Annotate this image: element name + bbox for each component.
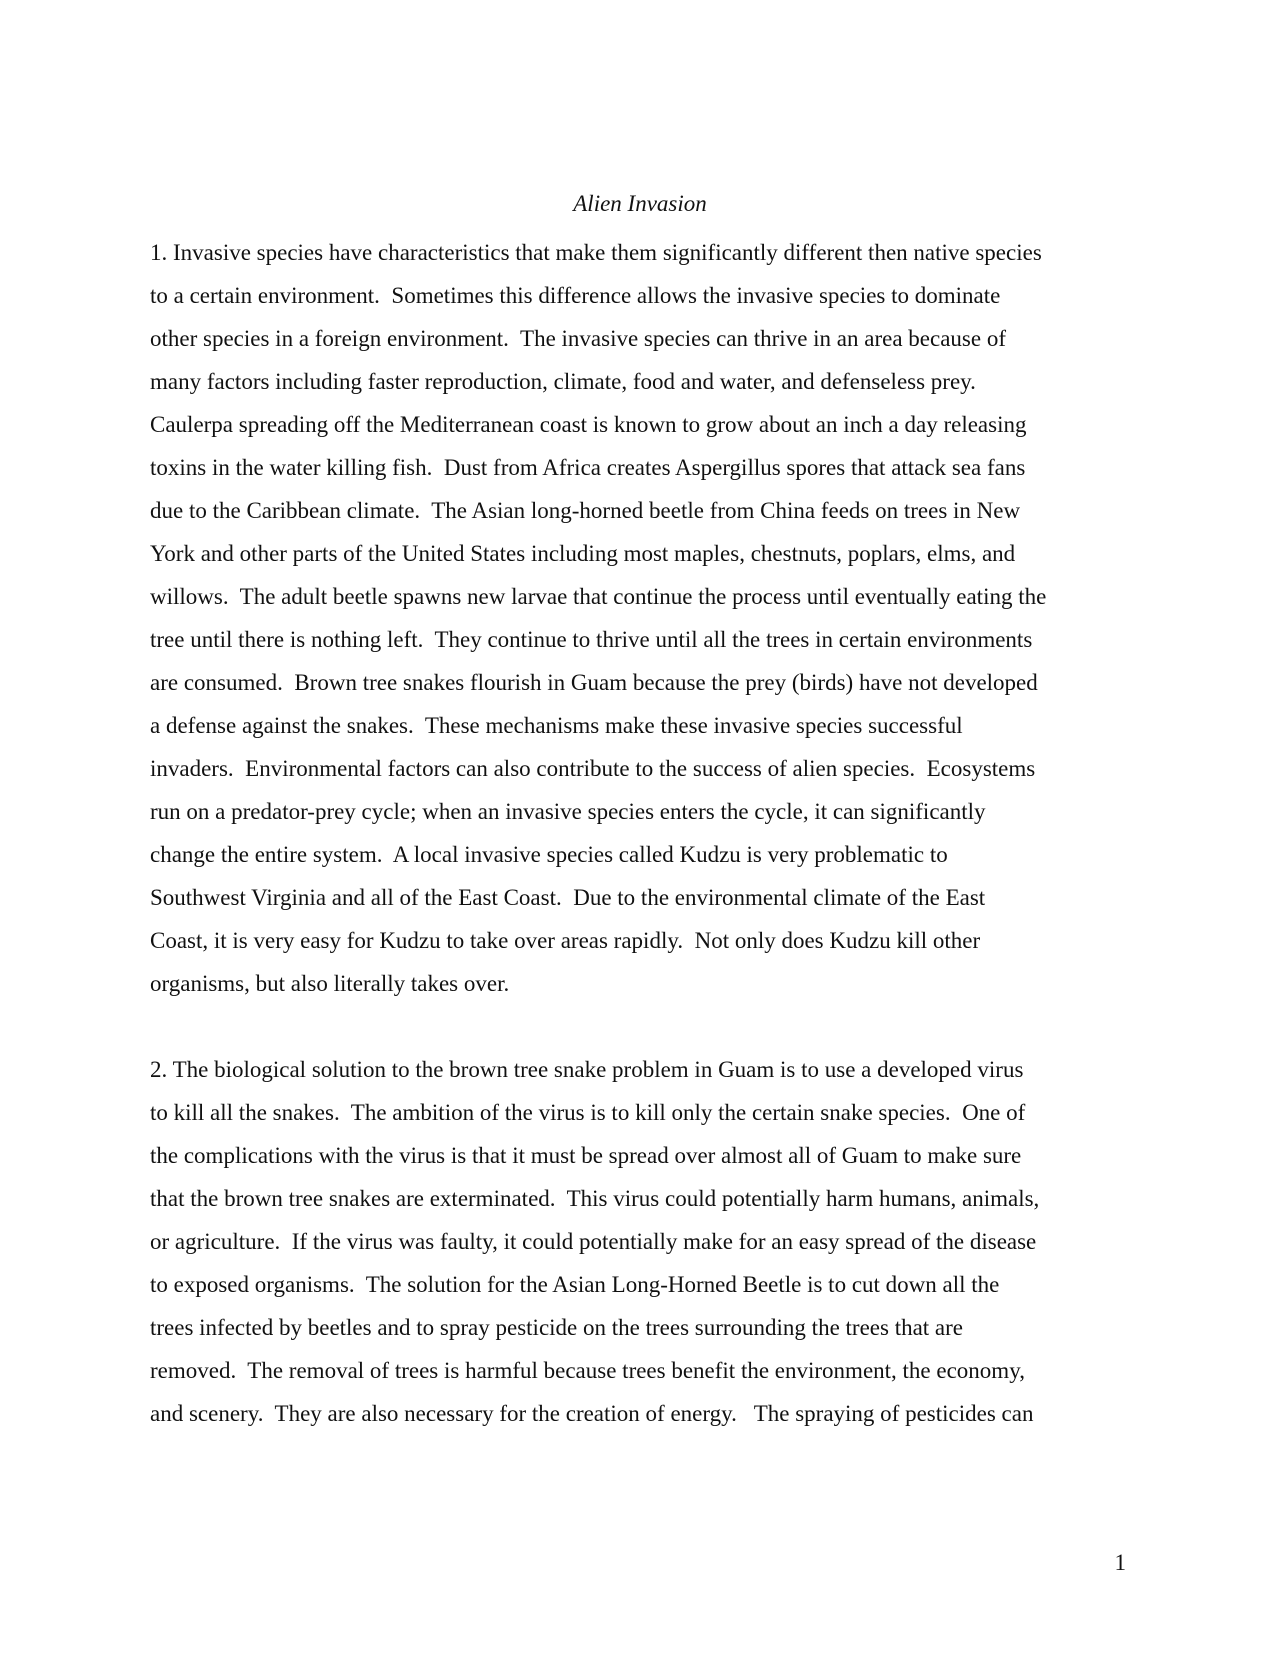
text-line: run on a predator-prey cycle; when an invasive species enters the cycle, it can significantly	[150, 799, 986, 824]
text-line: to exposed organisms. The solution for the Asian Long-Horned Beetle is to cut down all the	[150, 1272, 1000, 1297]
paragraph-1	[150, 231, 1150, 1005]
text-line: toxins in the water killing fish. Dust from Africa creates Aspergillus spores that attack sea fans	[150, 455, 1026, 480]
document-title: Alien Invasion	[573, 191, 707, 216]
text-line: the complications with the virus is that it must be spread over almost all of Guam to make sure	[150, 1143, 1022, 1168]
text-line: tree until there is nothing left. They continue to thrive until all the trees in certain environments	[150, 627, 1033, 652]
text-line: York and other parts of the United States including most maples, chestnuts, poplars, elms, and	[150, 541, 1016, 566]
text-line: due to the Caribbean climate. The Asian long-horned beetle from China feeds on trees in New	[150, 498, 1021, 523]
page-number: 1	[1114, 1550, 1126, 1575]
text-line: many factors including faster reproduction, climate, food and water, and defenseless prey.	[150, 369, 976, 394]
text-line: change the entire system. A local invasive species called Kudzu is very problematic to	[150, 842, 948, 867]
text-line: to a certain environment. Sometimes this difference allows the invasive species to dominate	[150, 283, 1001, 308]
text-line: to kill all the snakes. The ambition of the virus is to kill only the certain snake species. One of	[150, 1100, 1026, 1125]
document-body	[150, 231, 1150, 1435]
text-line: Coast, it is very easy for Kudzu to take over areas rapidly. Not only does Kudzu kill other	[150, 928, 981, 953]
paragraph-spacer	[150, 1005, 1150, 1048]
text-line: Caulerpa spreading off the Mediterranean coast is known to grow about an inch a day releasing	[150, 412, 1027, 437]
text-line: are consumed. Brown tree snakes flourish in Guam because the prey (birds) have not developed	[150, 670, 1038, 695]
text-line: 2. The biological solution to the brown tree snake problem in Guam is to use a developed virus	[150, 1057, 1024, 1082]
text-line: and scenery. They are also necessary for the creation of energy. The spraying of pesticides can	[150, 1401, 1034, 1426]
text-line: trees infected by beetles and to spray pesticide on the trees surrounding the trees that are	[150, 1315, 964, 1340]
text-line: or agriculture. If the virus was faulty, it could potentially make for an easy spread of the disease	[150, 1229, 1037, 1254]
text-line: that the brown tree snakes are exterminated. This virus could potentially harm humans, animals,	[150, 1186, 1040, 1211]
text-line: 1. Invasive species have characteristics that make them significantly different then native species	[150, 240, 1042, 265]
text-line: Southwest Virginia and all of the East Coast. Due to the environmental climate of the East	[150, 885, 986, 910]
text-line: other species in a foreign environment. The invasive species can thrive in an area because of	[150, 326, 1006, 351]
text-line: organisms, but also literally takes over.	[150, 971, 510, 996]
paragraph-2	[150, 1048, 1150, 1435]
text-line: willows. The adult beetle spawns new larvae that continue the process until eventually eating the	[150, 584, 1047, 609]
text-line: a defense against the snakes. These mechanisms make these invasive species successful	[150, 713, 963, 738]
text-line: invaders. Environmental factors can also contribute to the success of alien species. Ecosystems	[150, 756, 1036, 781]
text-line: removed. The removal of trees is harmful because trees benefit the environment, the economy,	[150, 1358, 1025, 1383]
